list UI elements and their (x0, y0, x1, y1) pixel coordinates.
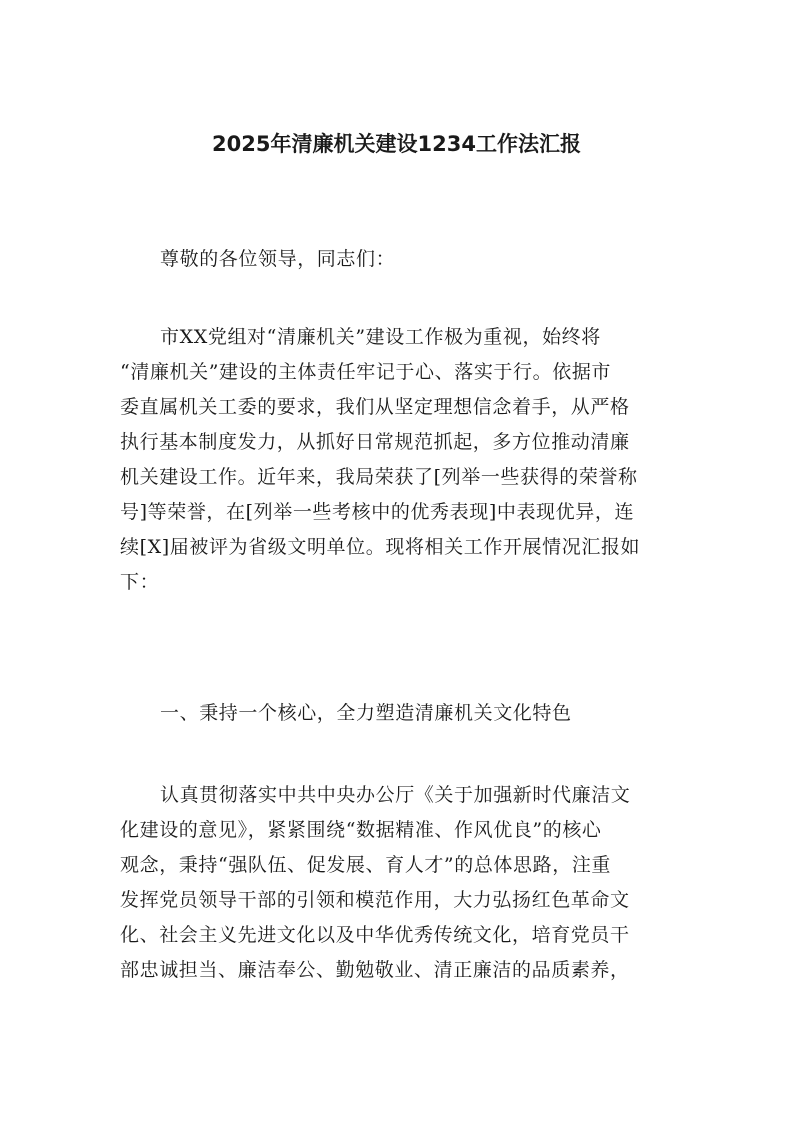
paragraph-line: 化、社会主义先进文化以及中华优秀传统文化，培育党员干 (120, 924, 630, 946)
section-heading-text: 一、秉持一个核心，全力塑造清廉机关文化特色 (160, 702, 572, 724)
paragraph-line: 发挥党员领导干部的引领和模范作用，大力弘扬红色革命文 (120, 889, 630, 911)
intro-paragraph (120, 320, 675, 600)
paragraph-line: 执行基本制度发力，从抓好日常规范抓起，多方位推动清廉 (120, 431, 630, 453)
paragraph-line: 续[X]届被评为省级文明单位。现将相关工作开展情况汇报如 (120, 536, 641, 558)
paragraph-line: 部忠诚担当、廉洁奉公、勤勉敬业、清正廉洁的品质素养， (120, 959, 630, 981)
paragraph-line: 观念，秉持“强队伍、促发展、育人才”的总体思路，注重 (120, 854, 612, 876)
section-paragraph (120, 778, 675, 988)
paragraph-line: 下： (120, 571, 160, 593)
paragraph-line: “清廉机关”建设的主体责任牢记于心、落实于行。依据市 (120, 361, 612, 383)
paragraph-line: 市XX党组对“清廉机关”建设工作极为重视，始终将 (160, 326, 601, 348)
paragraph-line: 委直属机关工委的要求，我们从坚定理想信念着手，从严格 (120, 396, 630, 418)
paragraph-line: 号]等荣誉，在[列举一些考核中的优秀表现]中表现优异，连 (120, 501, 635, 523)
document-title: 2025年清廉机关建设1234工作法汇报 (212, 132, 581, 156)
paragraph-line: 机关建设工作。近年来，我局荣获了[列举一些获得的荣誉称 (120, 466, 638, 488)
section-heading (120, 696, 675, 731)
paragraph-line: 化建设的意见》，紧紧围绕“数据精准、作风优良”的核心 (120, 819, 602, 841)
paragraph-line: 认真贯彻落实中共中央办公厅《关于加强新时代廉洁文 (160, 784, 631, 806)
salutation-line: 尊敬的各位领导，同志们： (160, 248, 396, 270)
salutation (120, 242, 675, 277)
